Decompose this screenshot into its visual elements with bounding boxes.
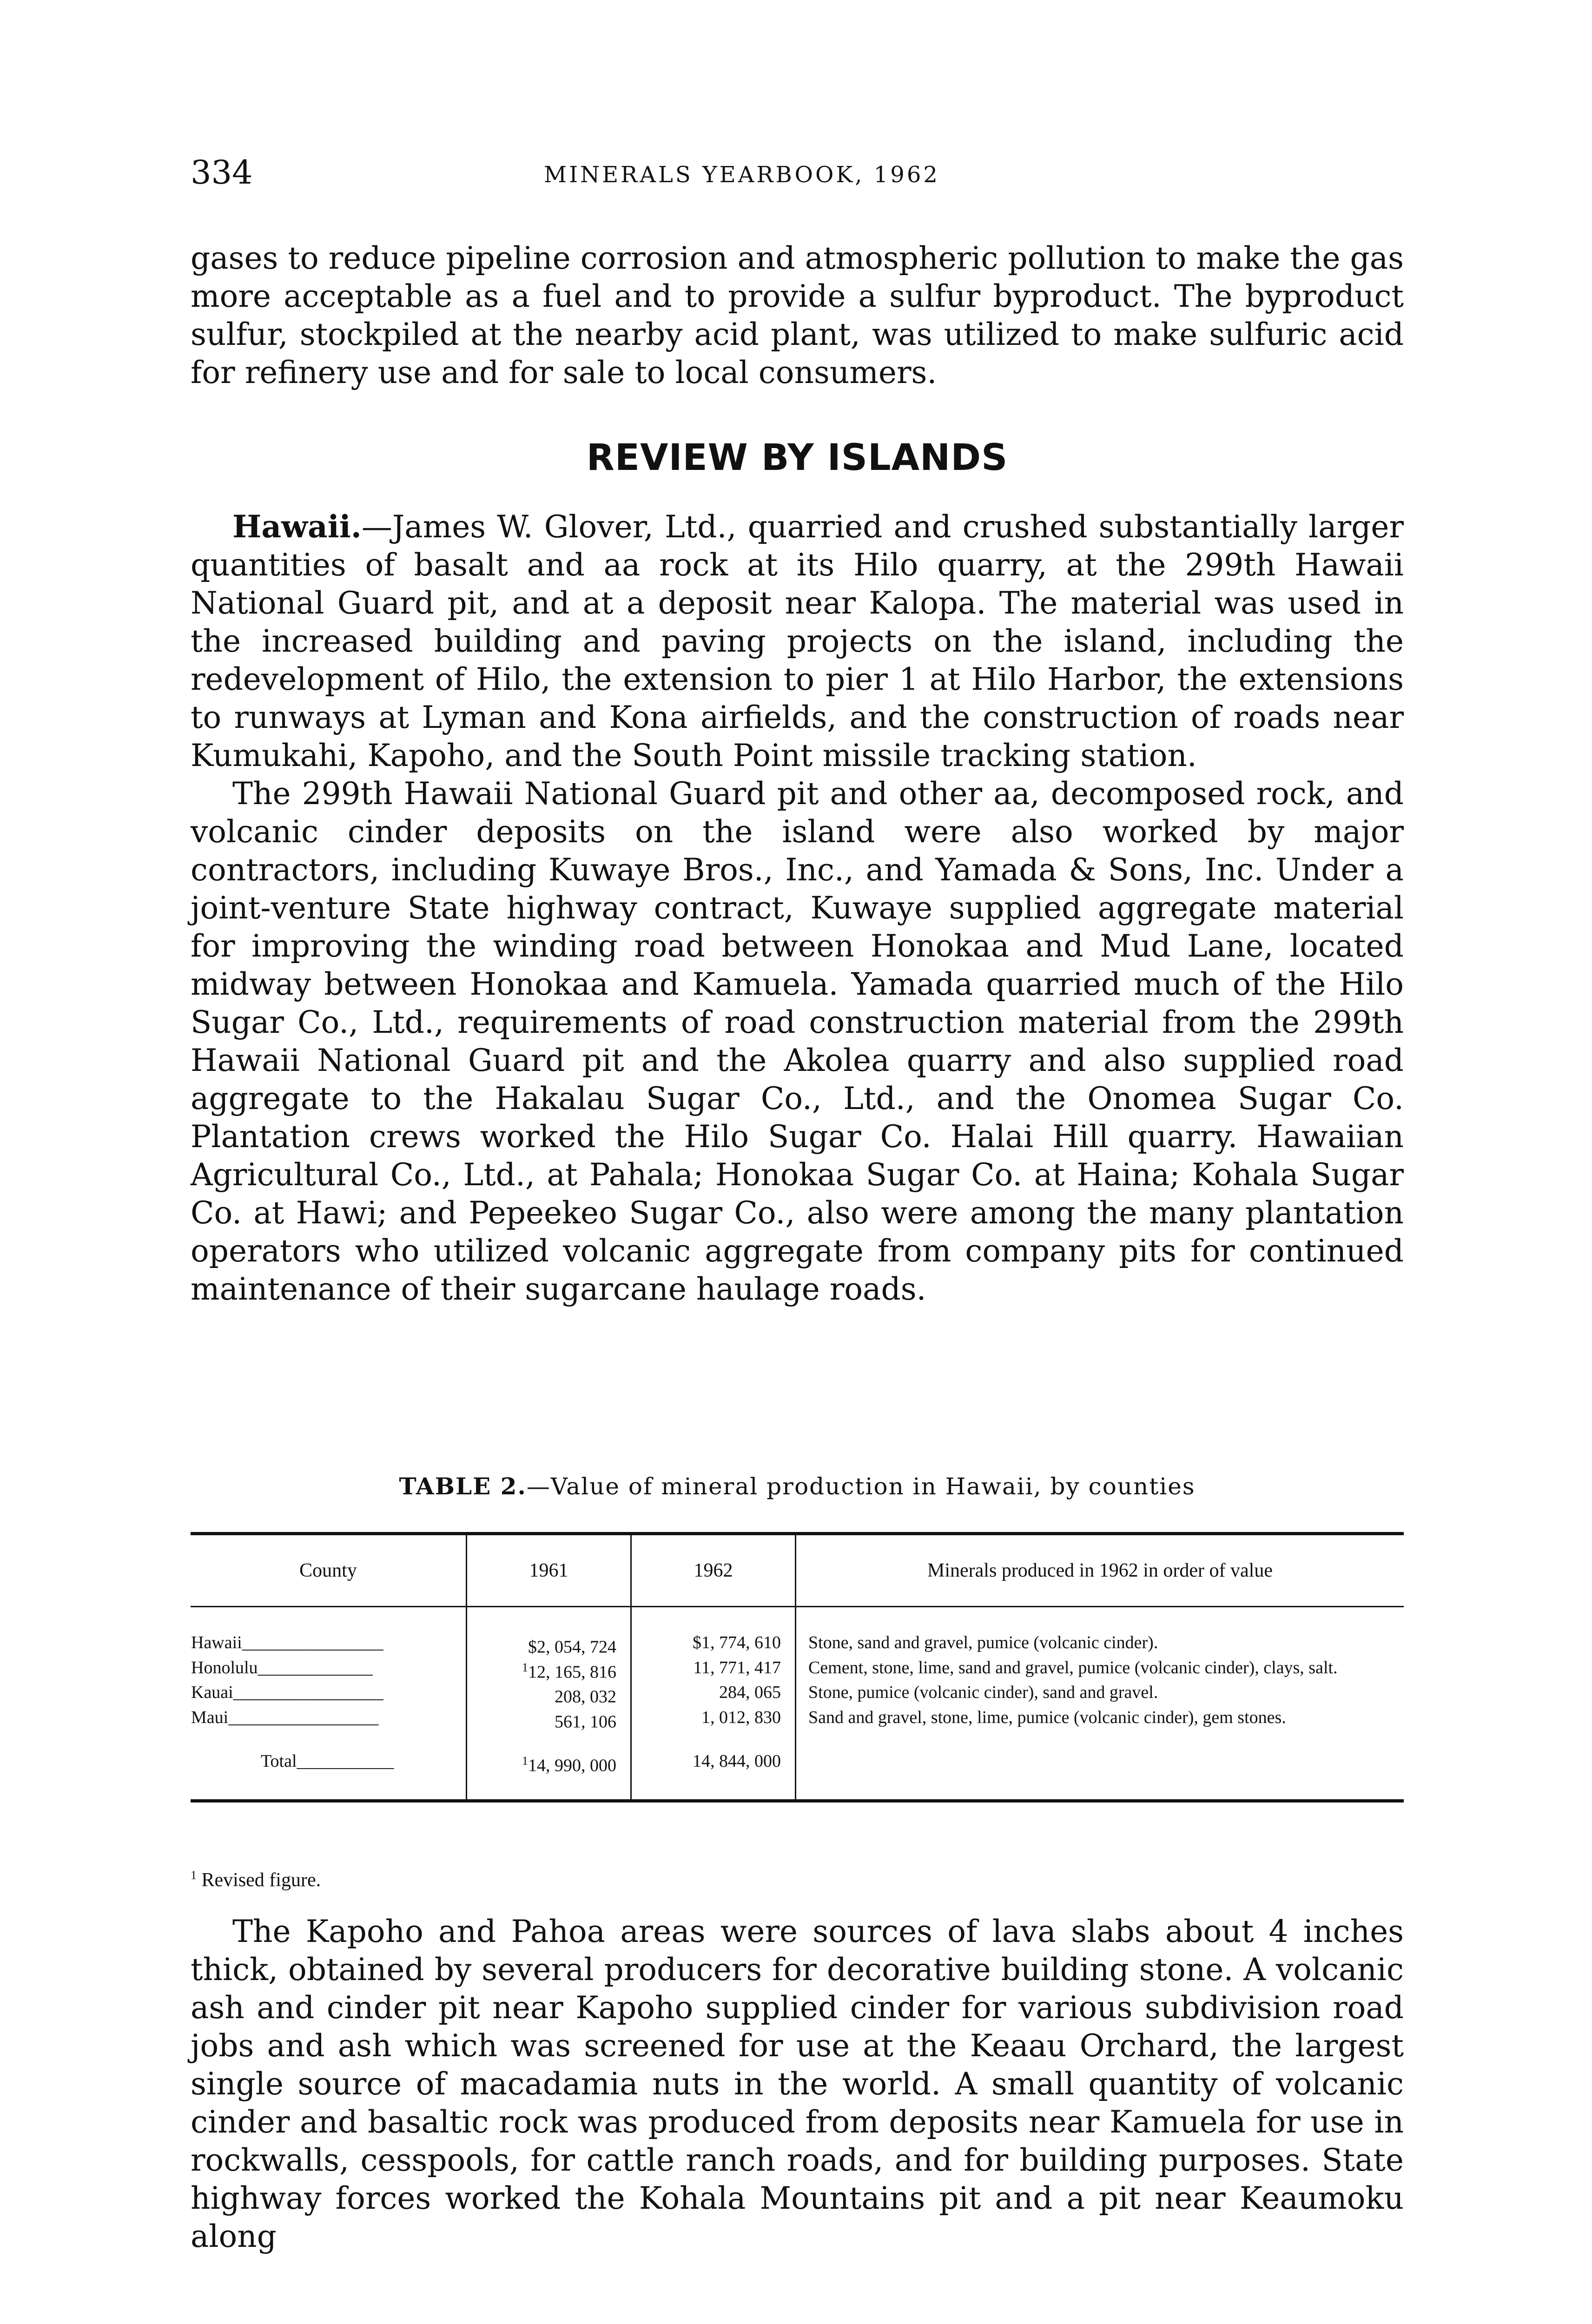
hawaii-run-in-heading: Hawaii. [232, 508, 362, 545]
running-title: MINERALS YEARBOOK, 1962 [544, 162, 940, 188]
header-minerals: Minerals produced in 1962 in order of value [796, 1534, 1404, 1607]
dot-leader: ___________ [297, 1751, 394, 1771]
total-label-cell [191, 1732, 467, 1801]
table-row [191, 1607, 1404, 1657]
intro-paragraph: gases to reduce pipeline corrosion and atmospheric pollution to make the gas more acceptable as a fuel and to provide a sulfur byproduct. The byproduct sulfur, stockpiled at the nearby acid plant, was utilized to make sulfuric acid for refinery use and for sale to local consumers. [191, 240, 1404, 390]
value-1961-cell [467, 1607, 631, 1657]
county-cell [191, 1657, 467, 1683]
hawaii-paragraph-1 [191, 508, 1404, 775]
closing-text-block [191, 1913, 1404, 2256]
mineral-production-table [191, 1532, 1404, 1802]
table-row [191, 1707, 1404, 1732]
total-1961: 14, 990, 000 [528, 1756, 616, 1776]
footnote-mark: 1 [191, 1868, 197, 1882]
table-total-row [191, 1732, 1404, 1801]
footnote-mark: 1 [522, 1754, 528, 1768]
county-name: Honolulu [191, 1657, 258, 1677]
value-1961: $2, 054, 724 [528, 1637, 616, 1657]
closing-paragraph: The Kapoho and Pahoa areas were sources of lava slabs about 4 inches thick, obtained by several producers for decorative building stone. A volcanic ash and cinder pit near Kapoho supplied cinder for various subdivision road jobs and ash which was screened for use at the Keaau Orchard, the largest single source of macadamia nuts in the world. A small quantity of volcanic cinder and basaltic rock was produced from deposits near Kamuela for use in rockwalls, cesspools, for cattle ranch roads, and for building purposes. State highway forces worked the Kohala Mountains pit and a pit near Keaumoku along [191, 1914, 1404, 2254]
county-name: Maui [191, 1707, 229, 1727]
value-1962: $1, 774, 610 [631, 1607, 796, 1657]
total-minerals-cell [796, 1732, 1404, 1801]
header-1962: 1962 [631, 1534, 796, 1607]
dot-leader: _____________ [258, 1657, 373, 1677]
value-1961: 12, 165, 816 [528, 1662, 616, 1682]
county-name: Kauai [191, 1683, 233, 1703]
value-1962: 1, 012, 830 [631, 1707, 796, 1732]
dot-leader: _________________ [228, 1707, 379, 1727]
header-1961: 1961 [467, 1534, 631, 1607]
value-1962: 284, 065 [631, 1682, 796, 1707]
table-row [191, 1682, 1404, 1707]
hawaii-paragraph-1-text: —James W. Glover, Ltd., quarried and crushed substantially larger quantities of basalt and aa rock at its Hilo quarry, at the 299th Hawaii National Guard pit, and at a deposit near Kalopa. The material was used in the increased building and paving projects on the island, including the redevelopment of Hilo, the extension to pier 1 at Hilo Harbor, the extensions to runways at Lyman and Kona airfields, and the construction of roads near Kumukahi, Kapoho, and the South Point missile tracking station. [191, 509, 1404, 773]
table-row [191, 1657, 1404, 1683]
hawaii-text-block [191, 508, 1404, 1308]
intro-text-block [191, 239, 1404, 392]
county-cell [191, 1682, 467, 1707]
footnote-text: Revised figure. [201, 1869, 321, 1891]
total-1961-cell [467, 1732, 631, 1801]
county-cell [191, 1607, 467, 1657]
running-head [191, 153, 1404, 195]
minerals-cell: Sand and gravel, stone, lime, pumice (volcanic cinder), gem stones. [796, 1707, 1404, 1732]
county-cell [191, 1707, 467, 1732]
table-header-row [191, 1534, 1404, 1607]
table-container [191, 1532, 1404, 1848]
table-title-text: —Value of mineral production in Hawaii, by counties [526, 1473, 1196, 1500]
footnote-mark: 1 [522, 1660, 528, 1674]
value-1961-cell [467, 1682, 631, 1707]
dot-leader: _________________ [233, 1683, 383, 1703]
table-footnote [191, 1868, 321, 1891]
table-caption [191, 1472, 1404, 1500]
dot-leader: ________________ [242, 1633, 383, 1652]
value-1961-cell [467, 1707, 631, 1732]
total-label: Total [261, 1751, 297, 1771]
value-1961-cell [467, 1657, 631, 1683]
county-name: Hawaii [191, 1633, 242, 1652]
minerals-cell: Stone, sand and gravel, pumice (volcanic cinder). [796, 1607, 1404, 1657]
minerals-cell: Stone, pumice (volcanic cinder), sand and gravel. [796, 1682, 1404, 1707]
value-1961: 561, 106 [555, 1712, 616, 1732]
header-county: County [191, 1534, 467, 1607]
value-1962: 11, 771, 417 [631, 1657, 796, 1683]
section-heading: REVIEW BY ISLANDS [586, 437, 1008, 479]
value-1961: 208, 032 [555, 1687, 616, 1707]
page-number: 334 [191, 153, 253, 191]
total-1962: 14, 844, 000 [631, 1732, 796, 1801]
table-label: TABLE 2. [399, 1472, 527, 1500]
hawaii-paragraph-2: The 299th Hawaii National Guard pit and other aa, decomposed rock, and volcanic cinder deposits on the island were also worked by major contractors, including Kuwaye Bros., Inc., and Yamada & Sons, Inc. Under a joint-venture State highway contract, Kuwaye supplied aggregate material for improving the winding road between Honokaa and Mud Lane, located midway between Honokaa and Kamuela. Yamada quarried much of the Hilo Sugar Co., Ltd., requirements of road construction material from the 299th Hawaii National Guard pit and the Akolea quarry and also supplied road aggregate to the Hakalau Sugar Co., Ltd., and the Onomea Sugar Co. Plantation crews worked the Hilo Sugar Co. Halai Hill quarry. Hawaiian Agricultural Co., Ltd., at Pahala; Honokaa Sugar Co. at Haina; Kohala Sugar Co. at Hawi; and Pepeekeo Sugar Co., also were among the many plantation operators who utilized volcanic aggregate from company pits for continued maintenance of their sugarcane haulage roads. [191, 776, 1404, 1307]
minerals-cell: Cement, stone, lime, sand and gravel, pumice (volcanic cinder), clays, salt. [796, 1657, 1404, 1683]
